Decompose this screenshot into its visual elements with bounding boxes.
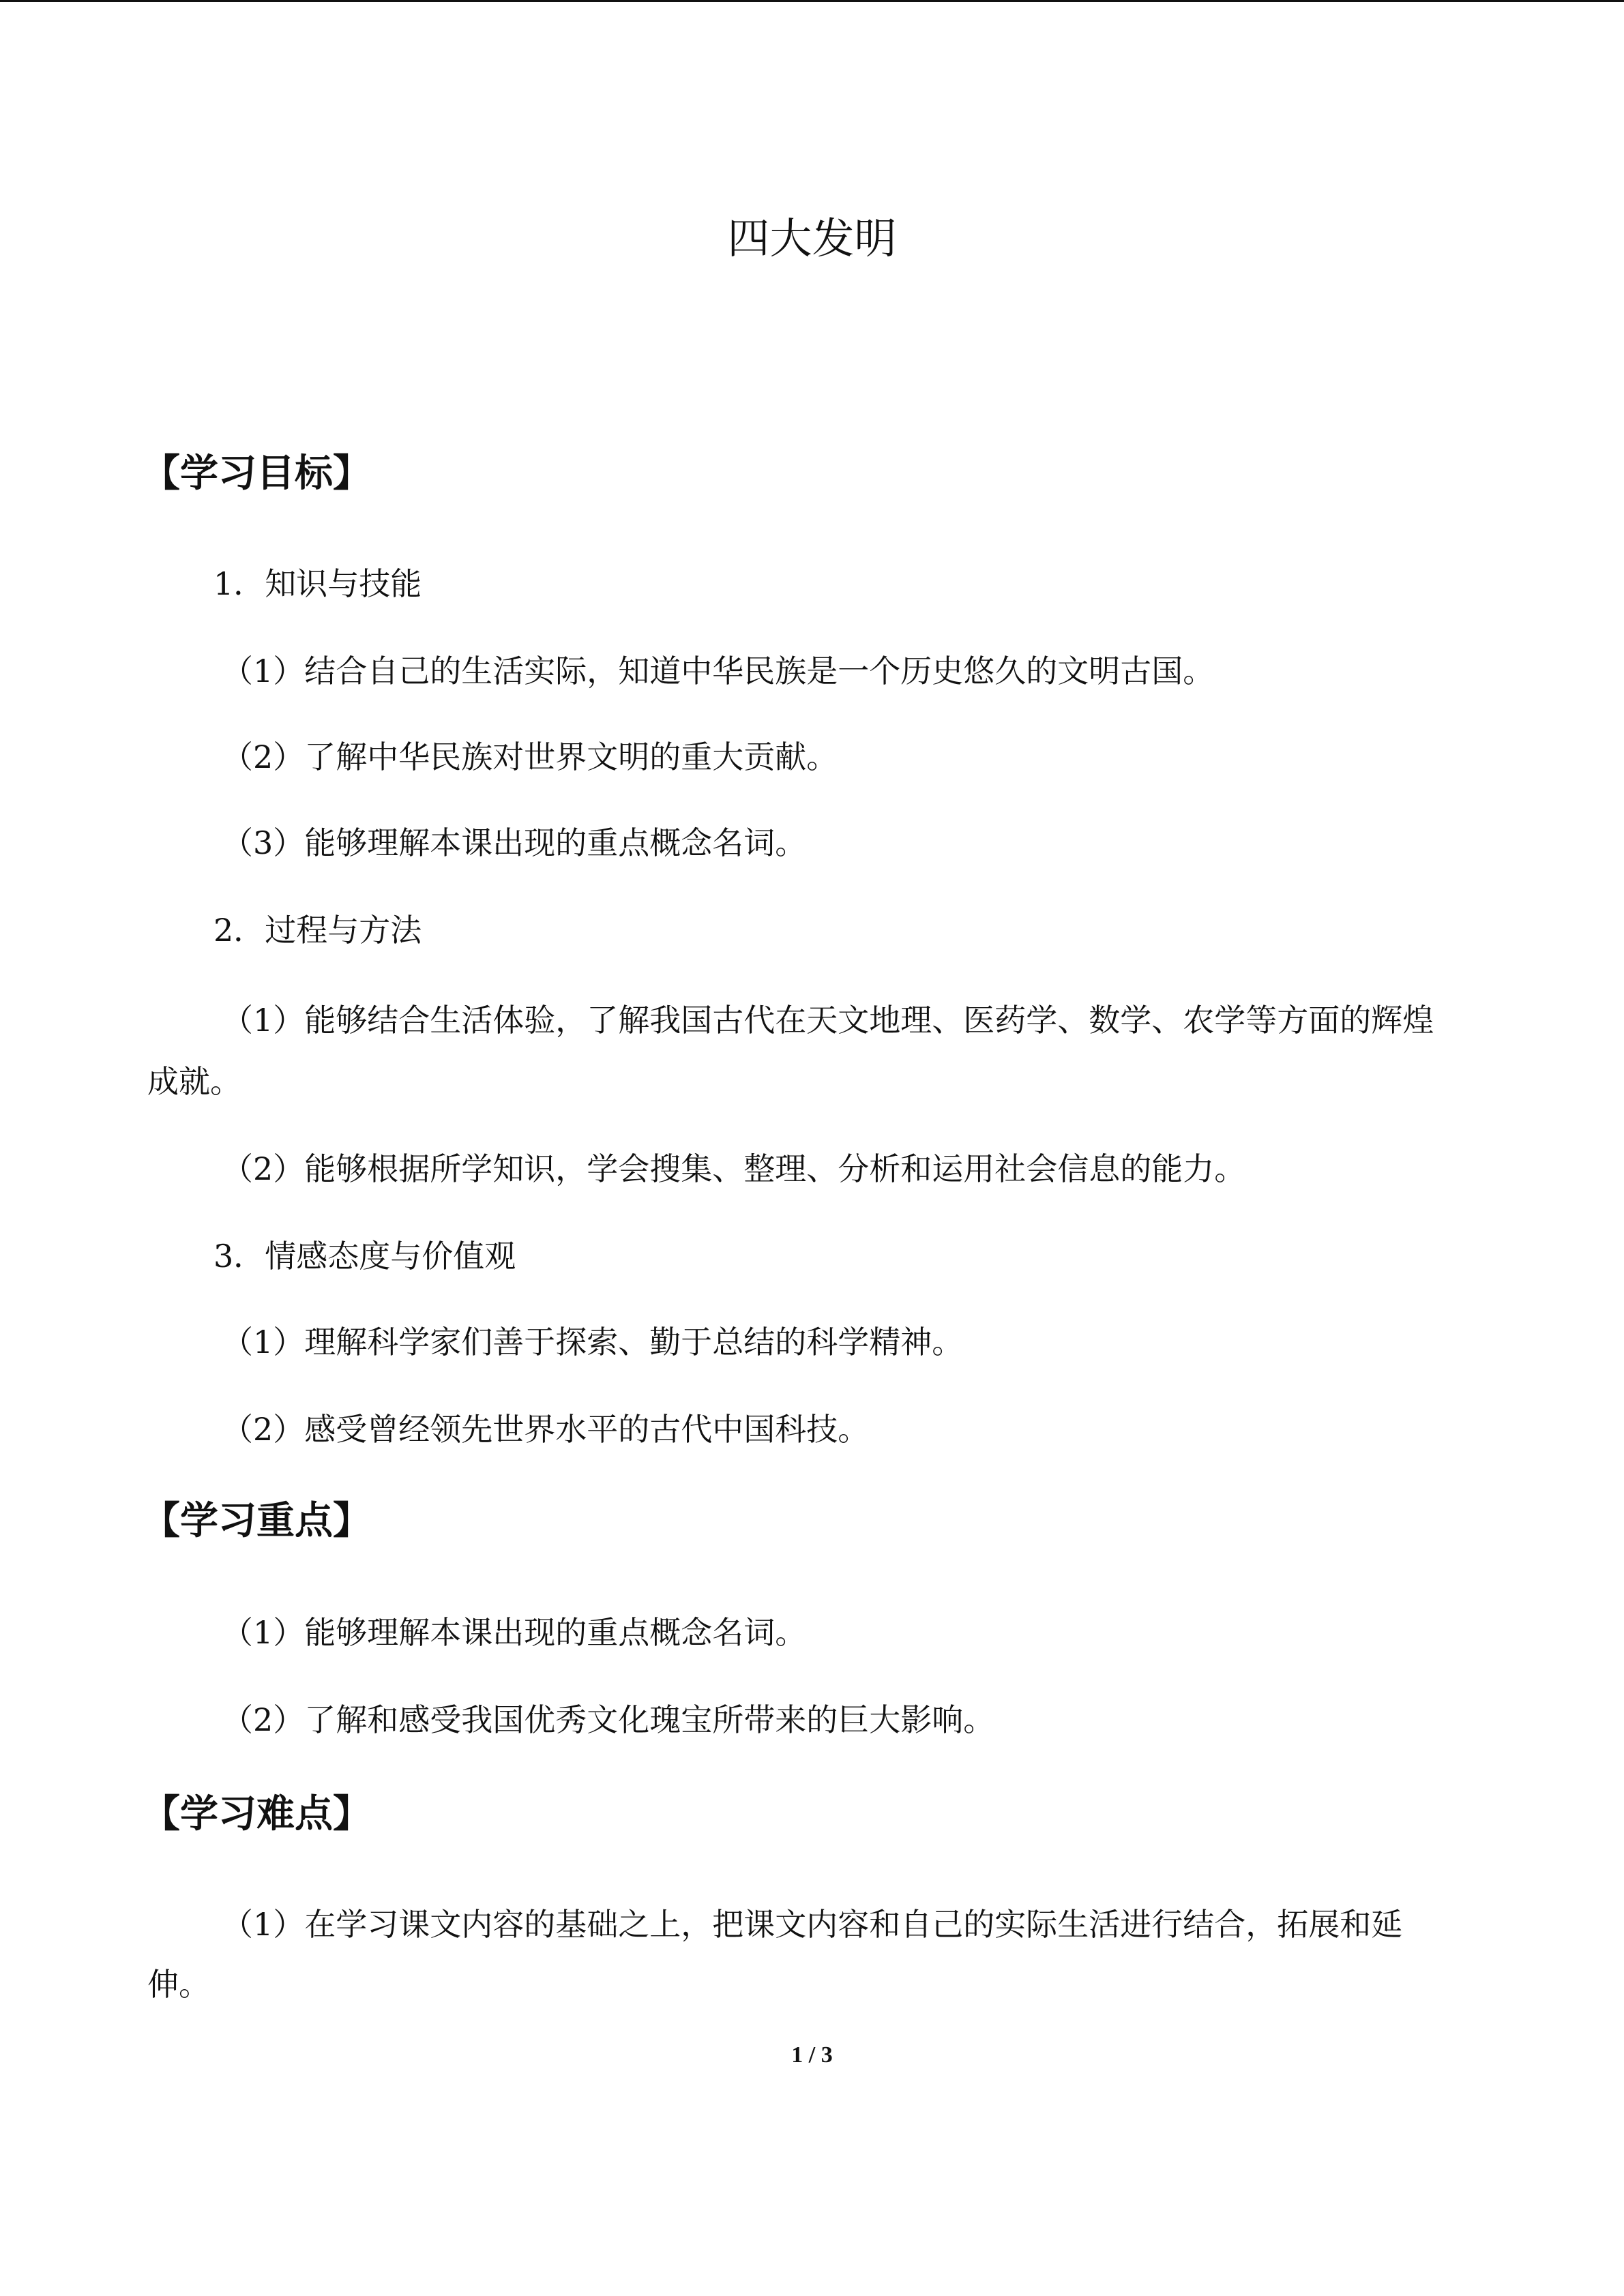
objective-emotion-item-2: （2）感受曾经领先世界水平的古代中国科技。 — [222, 1411, 870, 1448]
objective-knowledge-item-2: （2）了解中华民族对世界文明的重大贡献。 — [222, 739, 838, 775]
difficulty-item-1-line-2: 伸。 — [147, 1966, 210, 2003]
section-heading-key-points: 【学习重点】 — [142, 1499, 371, 1543]
key-point-item-1: （1）能够理解本课出现的重点概念名词。 — [222, 1614, 807, 1651]
document-title: 四大发明 — [727, 213, 897, 263]
objective-process-item-1-line-2: 成就。 — [147, 1063, 241, 1100]
section-heading-objectives: 【学习目标】 — [142, 451, 371, 496]
objective-process-item-2: （2）能够根据所学知识，学会搜集、整理、分析和运用社会信息的能力。 — [222, 1150, 1246, 1187]
section-heading-difficulties: 【学习难点】 — [142, 1792, 371, 1836]
key-point-item-2: （2）了解和感受我国优秀文化瑰宝所带来的巨大影响。 — [222, 1701, 995, 1738]
page-number: 1 / 3 — [791, 2042, 833, 2068]
subsection-emotion-label: 3．情感态度与价值观 — [213, 1238, 516, 1274]
objective-emotion-item-1: （1）理解科学家们善于探索、勤于总结的科学精神。 — [222, 1324, 964, 1360]
objective-process-item-1-line-1: （1）能够结合生活体验，了解我国古代在天文地理、医药学、数学、农学等方面的辉煌 — [222, 1002, 1434, 1039]
objective-knowledge-item-3: （3）能够理解本课出现的重点概念名词。 — [222, 824, 807, 861]
difficulty-item-1-line-1: （1）在学习课文内容的基础之上，把课文内容和自己的实际生活进行结合，拓展和延 — [222, 1906, 1403, 1943]
top-border-rule — [0, 0, 1624, 2]
objective-knowledge-item-1: （1）结合自己的生活实际，知道中华民族是一个历史悠久的文明古国。 — [222, 653, 1215, 689]
subsection-process-label: 2．过程与方法 — [213, 912, 422, 949]
subsection-knowledge-label: 1．知识与技能 — [213, 565, 422, 602]
